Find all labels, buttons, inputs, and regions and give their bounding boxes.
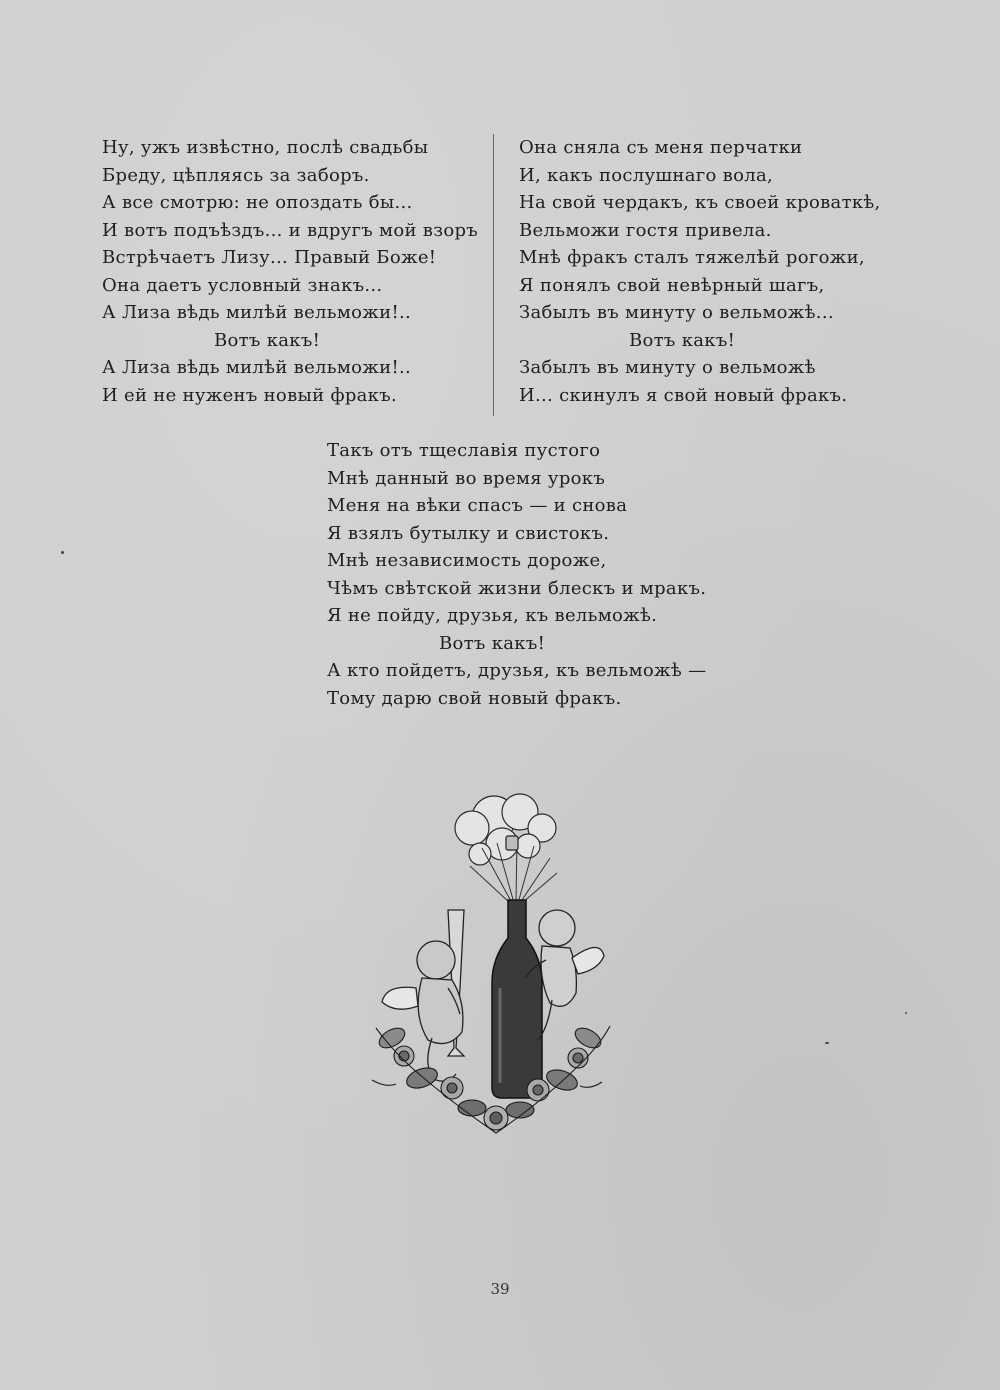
verse-line: А Лиза вѣдь милѣй вельможи!.. xyxy=(102,302,412,323)
verse-line: Я взялъ бутылку и свистокъ. xyxy=(327,522,610,544)
refrain-line: Вотъ какъ! xyxy=(439,632,546,654)
verse-line: А все смотрю: не опоздать бы... xyxy=(102,192,413,213)
stanza-center xyxy=(327,437,706,712)
verse-line: Меня на вѣки спасъ — и снова xyxy=(327,495,628,516)
verse-line: А Лиза вѣдь милѣй вельможи!.. xyxy=(102,357,412,378)
verse-line: И ей не нуженъ новый фракъ. xyxy=(102,384,398,406)
verse-line: Мнѣ данный во время урокъ xyxy=(327,467,606,489)
verse-line: Тому дарю свой новый фракъ. xyxy=(327,687,622,709)
verse-line: Она даетъ условный знакъ... xyxy=(102,274,383,296)
verse-line: Забылъ въ минуту о вельможѣ... xyxy=(519,302,834,323)
verse-line: Мнѣ независимость дороже, xyxy=(327,550,607,571)
stanza-right xyxy=(519,134,881,409)
rose-garland xyxy=(372,1024,610,1133)
foam-cloud xyxy=(455,794,556,865)
verse-line: И, какъ послушнаго вола, xyxy=(519,164,773,186)
verse-line: Ну, ужъ извѣстно, послѣ свадьбы xyxy=(102,137,429,158)
verse-line: Чѣмъ свѣтской жизни блескъ и мракъ. xyxy=(327,577,707,599)
paper-speck xyxy=(61,551,64,554)
verse-line: Я понялъ свой невѣрный шагъ, xyxy=(519,274,825,296)
paper-speck xyxy=(905,1012,907,1014)
cork xyxy=(506,836,518,850)
verse-line: И вотъ подъѣздъ... и вдругъ мой взоръ xyxy=(102,219,479,241)
verse-line: Бреду, цѣпляясь за заборъ. xyxy=(102,164,370,186)
verse-line: Она сняла съ меня перчатки xyxy=(519,137,803,158)
page-number: 39 xyxy=(490,1280,510,1298)
verse-line: Вельможи гостя привела. xyxy=(519,219,772,241)
verse-line: Встрѣчаетъ Лизу... Правый Боже! xyxy=(102,247,437,268)
verse-line: Мнѣ фракъ сталъ тяжелѣй рогожи, xyxy=(519,247,865,268)
verse-line: А кто пойдетъ, друзья, къ вельможѣ — xyxy=(327,660,707,681)
verse-line: И... скинулъ я свой новый фракъ. xyxy=(519,384,848,406)
verse-line: На свой чердакъ, къ своей кроваткѣ, xyxy=(519,192,881,213)
refrain-line: Вотъ какъ! xyxy=(214,329,321,351)
refrain-line: Вотъ какъ! xyxy=(629,329,736,351)
cherubs-bottle-vignette xyxy=(352,788,632,1148)
column-divider xyxy=(493,134,494,416)
paper-speck xyxy=(825,1042,829,1044)
verse-line: Забылъ въ минуту о вельможѣ xyxy=(519,357,816,378)
stanza-left xyxy=(102,134,478,409)
verse-line: Я не пойду, друзья, къ вельможѣ. xyxy=(327,605,658,626)
left-cherub xyxy=(382,941,463,1081)
verse-line: Такъ отъ тщеславія пустого xyxy=(327,440,601,461)
